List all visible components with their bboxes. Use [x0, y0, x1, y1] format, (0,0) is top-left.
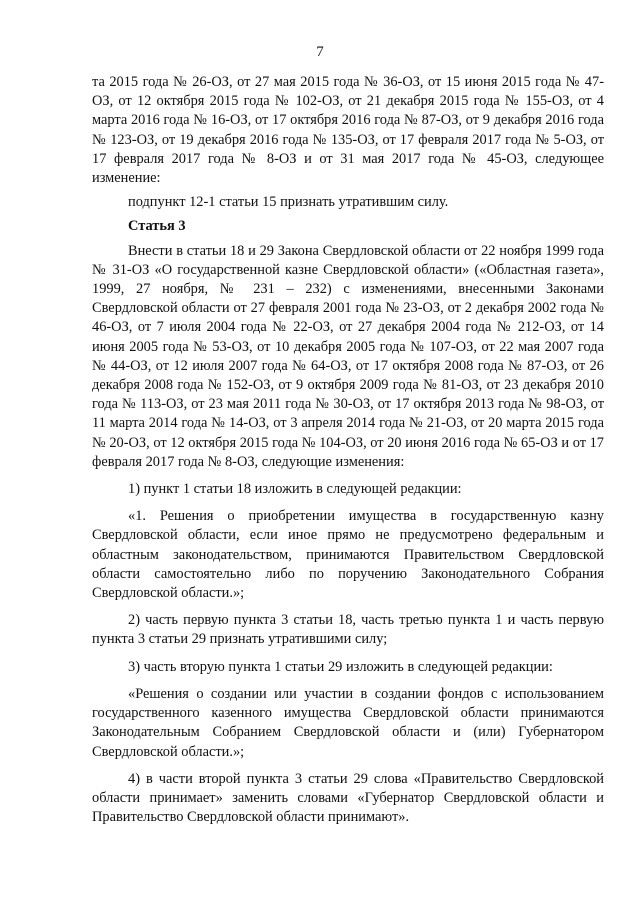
- paragraph-article-intro: Внести в статьи 18 и 29 Закона Свердловской области от 22 ноября 1999 года № 31-ОЗ «О государственной казне Свердловской области» («Областная газета», 1999, 27 ноября, № 231 – 232) с изменениями, внесенными Законами Свердловской области от 27 февраля 2001 года № 23-ОЗ, от 2 декабря 2002 года № 46-ОЗ, от 7 июля 2004 года № 22-ОЗ, от 27 декабря 2004 года № 212-ОЗ, от 14 июня 2005 года № 53-ОЗ, от 10 декабря 2005 года № 107-ОЗ, от 22 мая 2007 года № 44-ОЗ, от 12 июля 2007 года № 64-ОЗ, от 17 октября 2008 года № 87-ОЗ, от 26 декабря 2008 года № 152-ОЗ, от 9 октября 2009 года № 81-ОЗ, от 23 декабря 2010 года № 113-ОЗ, от 23 мая 2011 года № 30-ОЗ, от 17 октября 2013 года № 98-ОЗ, от 11 марта 2014 года № 14-ОЗ, от 3 апреля 2014 года № 21-ОЗ, от 20 марта 2015 года № 20-ОЗ, от 12 октября 2015 года № 104-ОЗ, от 20 июня 2016 года № 65-ОЗ и от 17 февраля 2017 года № 8-ОЗ, следующие изменения:: [92, 242, 604, 470]
- paragraph-continuation: та 2015 года № 26-ОЗ, от 27 мая 2015 года № 36-ОЗ, от 15 июня 2015 года № 47-ОЗ, от 12 октября 2015 года № 102-ОЗ, от 21 декабря 2015 года № 155-ОЗ, от 4 марта 2016 года № 16-ОЗ, от 17 октября 2016 года № 87-ОЗ, от 9 декабря 2016 года № 123-ОЗ, от 19 декабря 2016 года № 135-ОЗ, от 17 февраля 2017 года № 5-ОЗ, от 17 февраля 2017 года № 8-ОЗ и от 31 мая 2017 года № 45-ОЗ, следующее изменение:: [92, 74, 604, 187]
- paragraph-item-3: 3) часть вторую пункта 1 статьи 29 изложить в следующей редакции:: [128, 658, 553, 675]
- document-body: [92, 73, 604, 827]
- paragraph-item-2: 2) часть первую пункта 3 статьи 18, часть третью пункта 1 и часть первую пункта 3 статьи 29 признать утратившими силу;: [92, 612, 604, 648]
- paragraph-subpoint-repeal: подпункт 12-1 статьи 15 признать утратившим силу.: [128, 194, 449, 211]
- paragraph-item-1-text: «1. Решения о приобретении имущества в государственную казну Свердловской области, если иное прямо не предусмотрено федеральным и областным законодательством, принимаются Правительством Свердловской области самостоятельно либо по поручению Законодательного Собрания Свердловской области.»;: [92, 508, 604, 602]
- paragraph-item-3-text: «Решения о создании или участии в создании фондов с использованием государственного казенного имущества Свердловской области принимаются Законодательным Собранием Свердловской области и (или) Губернатором Свердловской области.»;: [92, 685, 604, 760]
- paragraph-item-1: 1) пункт 1 статьи 18 изложить в следующей редакции:: [128, 481, 462, 498]
- paragraph-item-4: 4) в части второй пункта 3 статьи 29 слова «Правительство Свердловской области принимает» заменить словами «Губернатор Свердловской области и Правительство Свердловской области принимают».: [92, 770, 604, 826]
- article-heading: Статья 3: [128, 218, 186, 235]
- page-number: 7: [316, 44, 324, 60]
